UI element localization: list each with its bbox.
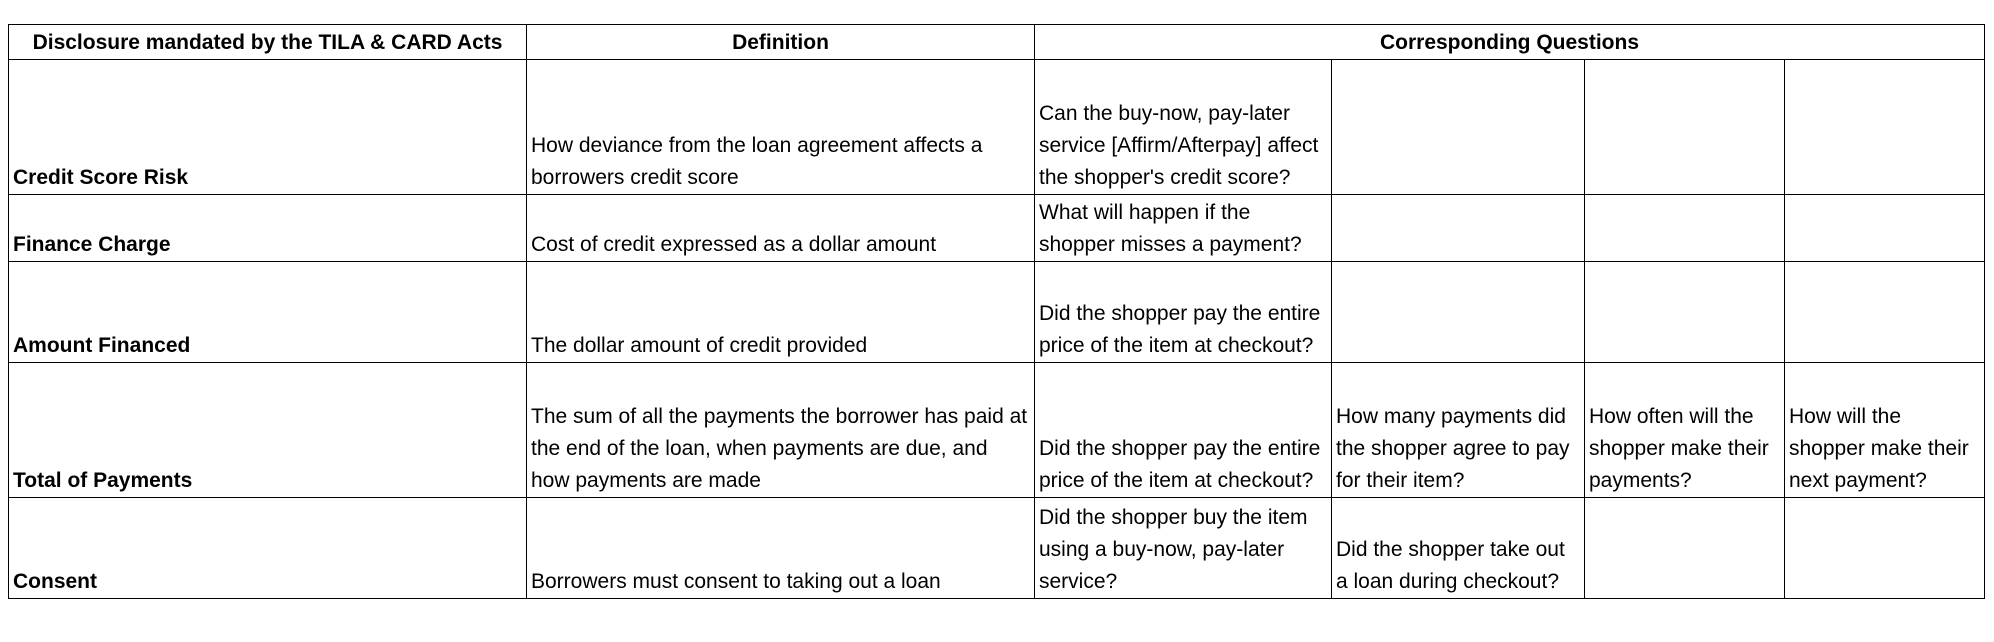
question-cell <box>1785 262 1985 363</box>
question-cell <box>1332 195 1585 262</box>
table-row <box>9 195 1985 262</box>
question-cell: What will happen if the shopper misses a payment? <box>1035 195 1332 262</box>
question-cell: Did the shopper take out a loan during checkout? <box>1332 498 1585 599</box>
definition-cell: Borrowers must consent to taking out a loan <box>527 498 1035 599</box>
question-cell: How will the shopper make their next payment? <box>1785 363 1985 498</box>
question-cell <box>1785 195 1985 262</box>
question-cell: Did the shopper pay the entire price of the item at checkout? <box>1035 363 1332 498</box>
definition-cell: Cost of credit expressed as a dollar amount <box>527 195 1035 262</box>
table-row <box>9 262 1985 363</box>
question-cell <box>1585 195 1785 262</box>
header-corresponding-questions: Corresponding Questions <box>1035 25 1985 60</box>
table-row <box>9 498 1985 599</box>
question-cell: How often will the shopper make their payments? <box>1585 363 1785 498</box>
question-cell: Did the shopper buy the item using a buy-now, pay-later service? <box>1035 498 1332 599</box>
header-definition: Definition <box>527 25 1035 60</box>
question-cell <box>1585 262 1785 363</box>
question-cell <box>1332 60 1585 195</box>
table-row <box>9 363 1985 498</box>
question-cell <box>1785 498 1985 599</box>
question-cell <box>1332 262 1585 363</box>
disclosure-table <box>8 24 1985 599</box>
question-cell <box>1585 60 1785 195</box>
disclosure-cell: Total of Payments <box>9 363 527 498</box>
definition-cell: How deviance from the loan agreement affects a borrowers credit score <box>527 60 1035 195</box>
disclosure-cell: Finance Charge <box>9 195 527 262</box>
question-cell: Can the buy-now, pay-later service [Affirm/Afterpay] affect the shopper's credit score? <box>1035 60 1332 195</box>
disclosure-cell: Amount Financed <box>9 262 527 363</box>
header-disclosure: Disclosure mandated by the TILA & CARD Acts <box>9 25 527 60</box>
header-row <box>9 25 1985 60</box>
disclosure-cell: Credit Score Risk <box>9 60 527 195</box>
question-cell: How many payments did the shopper agree to pay for their item? <box>1332 363 1585 498</box>
question-cell <box>1785 60 1985 195</box>
question-cell: Did the shopper pay the entire price of the item at checkout? <box>1035 262 1332 363</box>
table-row <box>9 60 1985 195</box>
question-cell <box>1585 498 1785 599</box>
disclosure-cell: Consent <box>9 498 527 599</box>
definition-cell: The sum of all the payments the borrower has paid at the end of the loan, when payments are due, and how payments are made <box>527 363 1035 498</box>
definition-cell: The dollar amount of credit provided <box>527 262 1035 363</box>
